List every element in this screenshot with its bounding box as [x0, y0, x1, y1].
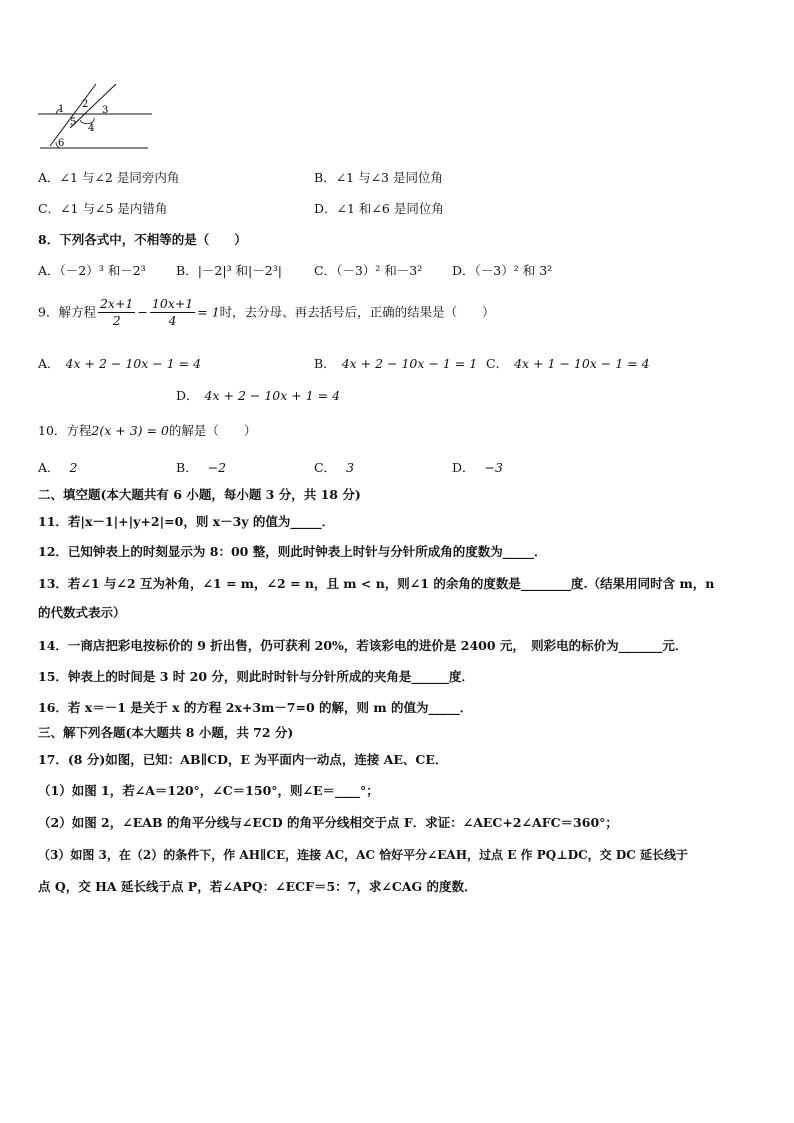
q9-stem: 9．解方程 $\frac{2x+1}{2}$ − $\frac{10x+1}{4}$ = 1时，去分母、再去括号后，正确的结果是（ ）	[38, 296, 495, 328]
q9-option-d: D． 4x + 2 − 10x + 1 = 4	[176, 388, 341, 403]
q10-stem: 10．方程2(x + 3) = 0的解是（ ）	[38, 423, 257, 438]
q17-part-1: （1）如图 1，若∠A＝120°，∠C＝150°，则∠E＝____°；	[38, 783, 379, 798]
q14: 14．一商店把彩电按标价的 9 折出售，仍可获利 20%，若该彩电的进价是 2400 元， 则彩电的标价为_______元．	[38, 638, 688, 653]
q10-equation: 2(x + 3) = 0	[91, 423, 169, 438]
q11: 11．若|x－1|+|y+2|=0，则 x－3y 的值为_____．	[38, 514, 335, 529]
q9-option-b: B． 4x + 2 − 10x − 1 = 1	[314, 356, 478, 371]
q16: 16．若 x＝－1 是关于 x 的方程 2x+3m－7=0 的解，则 m 的值为_____．	[38, 700, 473, 715]
angle-figure	[36, 80, 156, 152]
q10-option-d: D． −3	[452, 460, 503, 475]
q9-suffix: 时，去分母、再去括号后，正确的结果是（ ）	[219, 304, 495, 320]
q9-fraction-2: $\frac{10x+1}{4}$	[151, 296, 194, 328]
angle-label: 1	[58, 104, 65, 115]
section-3-title: 三、解下列各题(本大题共 8 小题，共 72 分)	[38, 725, 294, 740]
q7-option-a: A．∠1 与∠2 是同旁内角	[38, 170, 180, 185]
q9-option-c: C． 4x + 1 − 10x − 1 = 4	[486, 356, 650, 371]
q13-line-1: 13．若∠1 与∠2 互为补角，∠1 = m，∠2 = n，且 m < n，则∠1 的余角的度数是________度.（结果用同时含 m，n	[38, 576, 715, 591]
angle-label: 2	[82, 99, 89, 110]
q15: 15．钟表上的时间是 3 时 20 分，则此时时针与分针所成的夹角是______度．	[38, 669, 474, 684]
q17-part-3-line-1: （3）如图 3，在（2）的条件下，作 AH∥CE，连接 AC，AC 恰好平分∠EAH，过点 E 作 PQ⊥DC，交 DC 延长线于	[38, 848, 688, 862]
q8-option-b: B．|－2|³ 和|－2³|	[176, 263, 282, 278]
q17-part-3-line-2: 点 Q，交 HA 延长线于点 P，若∠APQ：∠ECF＝5：7，求∠CAG 的度数．	[38, 879, 477, 894]
q8-stem: 8．下列各式中，不相等的是（ ）	[38, 232, 247, 247]
q17-stem: 17．(8 分)如图，已知：AB∥CD，E 为平面内一动点，连接 AE、CE．	[38, 752, 448, 767]
q12: 12．已知钟表上的时刻显示为 8：00 整，则此时钟表上时针与分针所成角的度数为_____．	[38, 544, 547, 559]
q9-fraction-1: $\frac{2x+1}{2}$	[99, 296, 134, 328]
section-2-title: 二、填空题(本大题共有 6 小题，每小题 3 分，共 18 分)	[38, 487, 361, 502]
q8-option-d: D．（－3）² 和 3²	[452, 263, 553, 278]
angle-label: 5	[70, 117, 77, 128]
q10-option-a: A． 2	[38, 460, 78, 475]
q8-option-c: C．（－3）² 和－3²	[314, 263, 423, 278]
q10-option-b: B． −2	[176, 460, 227, 475]
q8-option-a: A．（－2）³ 和－2³	[38, 263, 146, 278]
angle-label: 3	[102, 105, 109, 116]
q13-line-2: 的代数式表示）	[38, 605, 126, 620]
q9-prefix: 9．解方程	[38, 304, 96, 320]
q10-option-c: C． 3	[314, 460, 355, 475]
q9-option-a: A． 4x + 2 − 10x − 1 = 4	[38, 356, 202, 371]
q17-part-2: （2）如图 2，∠EAB 的角平分线与∠ECD 的角平分线相交于点 F．求证：∠AEC+2∠AFC＝360°；	[38, 815, 618, 830]
angle-label: 4	[88, 123, 95, 134]
q7-option-c: C．∠1 与∠5 是内错角	[38, 201, 168, 216]
q7-option-d: D．∠1 和∠6 是同位角	[314, 201, 444, 216]
q7-option-b: B．∠1 与∠3 是同位角	[314, 170, 443, 185]
angle-label: 6	[58, 138, 65, 149]
transversal-left	[50, 84, 96, 146]
